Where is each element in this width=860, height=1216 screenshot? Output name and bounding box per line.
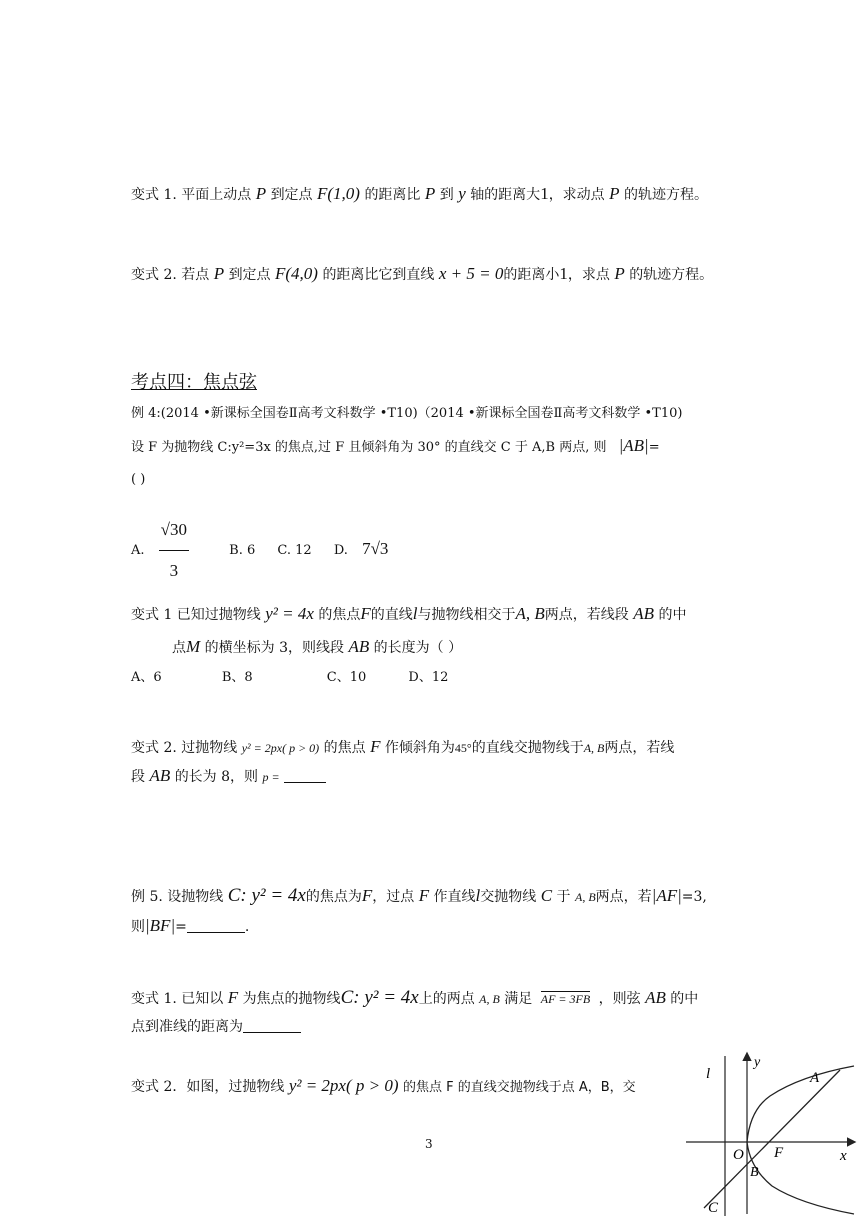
- variant-1-line: [131, 184, 708, 205]
- variant-5-line-2: [131, 1017, 301, 1037]
- math-var: C: [540, 886, 553, 905]
- math-var: y: [458, 184, 466, 203]
- math-abs: |AF|: [651, 886, 682, 905]
- text: 两点，若: [595, 889, 652, 905]
- option-b: B、8: [221, 670, 253, 685]
- math-var: M: [186, 637, 201, 656]
- math-var: p =: [262, 770, 280, 784]
- example-5-line-2: [131, 916, 249, 937]
- option-c: C. 12: [277, 543, 312, 558]
- math-var: AB: [645, 988, 666, 1007]
- text: .: [244, 919, 250, 935]
- math-equation: C: y² = 4x: [227, 885, 306, 906]
- text: 的中: [670, 991, 699, 1007]
- text: 变式 2. 若点: [131, 267, 210, 283]
- text: ，则弦: [598, 991, 641, 1007]
- math-var: A, B: [583, 741, 605, 755]
- parabola-figure: [680, 1048, 860, 1216]
- math-var: F: [360, 604, 371, 623]
- text: 点到准线的距离为: [131, 1019, 243, 1035]
- math-var: F: [361, 886, 373, 905]
- text: 到定点: [228, 267, 271, 283]
- math-var: AB: [149, 766, 171, 785]
- text: 与抛物线相交于: [417, 607, 516, 623]
- text: 的距离小: [503, 267, 560, 283]
- parabola-curve: [747, 1066, 854, 1214]
- text: 到定点: [270, 187, 313, 203]
- math-equation: y² = 2px( p > 0): [288, 1076, 399, 1095]
- text: 变式 1 已知过抛物线: [131, 607, 261, 623]
- example-4-line-1: 例 4:(2014 •新课标全国卷Ⅱ高考文科数学 •T10)（2014 •新课标全国卷Ⅱ高考文科数学 •T10): [131, 406, 683, 421]
- text: 作直线: [433, 889, 476, 905]
- math-point: F(4,0): [275, 264, 318, 283]
- variant-3-line-2: [172, 637, 462, 658]
- page-number: 3: [425, 1137, 433, 1151]
- math-vector-equation: AF = 3FB: [540, 992, 591, 1006]
- math-equation: y² = 4x: [265, 604, 314, 623]
- text: ，求动点: [548, 187, 605, 203]
- variant-2-line: [131, 264, 713, 285]
- option-d-value: 7√3: [362, 539, 389, 558]
- text: 的轨迹方程。: [623, 187, 708, 203]
- text: ，过点: [372, 889, 415, 905]
- label-x: x: [840, 1148, 847, 1164]
- math-var: P: [213, 264, 225, 283]
- text: 的焦点: [318, 607, 361, 623]
- text: 的直线: [370, 607, 413, 623]
- example-4-line-3: ( ): [131, 472, 146, 487]
- math-var: P: [424, 184, 436, 203]
- text: 的直线交抛物线于: [471, 740, 584, 756]
- math-var: AB: [348, 637, 370, 656]
- text: =: [175, 919, 187, 935]
- math-point: F(1,0): [317, 184, 360, 203]
- answer-blank[interactable]: [187, 918, 245, 933]
- variant-4-line-2: [131, 766, 326, 787]
- text: 点: [172, 640, 186, 656]
- text: 的长度为（ ）: [373, 640, 463, 656]
- text: 变式 2. 过抛物线: [131, 740, 238, 756]
- section-heading: 考点四：焦点弦: [131, 372, 257, 393]
- variant-3-line-1: [131, 604, 686, 625]
- text: 的距离比它到直线: [322, 267, 435, 283]
- label-f: F: [774, 1145, 784, 1161]
- math-equation: y² = 2px( p > 0): [241, 741, 320, 755]
- math-var: A, B: [515, 604, 545, 623]
- text: =3,: [681, 889, 707, 905]
- option-b: B. 6: [229, 543, 256, 558]
- variant-5-line-1: [131, 988, 698, 1009]
- math-var: F: [227, 988, 239, 1007]
- text: 两点，若线: [604, 740, 675, 756]
- text: 的轨迹方程。: [629, 267, 714, 283]
- label-a: A: [810, 1070, 820, 1086]
- math-var: l: [412, 604, 418, 623]
- text: 满足: [504, 991, 533, 1007]
- math-var: F: [418, 886, 430, 905]
- text: 作倾斜角为: [384, 740, 455, 756]
- text: 为焦点的抛物线: [242, 991, 341, 1007]
- answer-blank[interactable]: [284, 768, 326, 783]
- math-var: AB: [633, 604, 655, 623]
- text: 到: [439, 187, 454, 203]
- math-num: 1: [540, 184, 549, 203]
- label-y: y: [754, 1055, 761, 1070]
- text: 的横坐标为 3，则线段: [204, 640, 344, 656]
- option-a-fraction: [159, 510, 189, 591]
- text: 的焦点 F 的直线交抛物线于点 A，B，交: [402, 1080, 636, 1095]
- text: 的中: [658, 607, 687, 623]
- option-d-label: D.: [333, 543, 348, 558]
- option-c: C、10: [326, 670, 367, 685]
- math-var: P: [255, 184, 267, 203]
- fraction-numerator: √30: [159, 510, 189, 551]
- text: 例 5. 设抛物线: [131, 889, 224, 905]
- option-d: D、12: [408, 670, 449, 685]
- text: 则: [131, 919, 145, 935]
- text: 的长为 8，则: [174, 769, 259, 785]
- fraction-denominator: 3: [169, 561, 179, 580]
- math-angle: 45°: [454, 741, 472, 755]
- text: =: [648, 440, 660, 455]
- variant-3-options: [131, 668, 448, 688]
- variant-4-line-1: [131, 737, 674, 758]
- text: 上的两点: [418, 991, 475, 1007]
- text: 于: [556, 889, 571, 905]
- label-l: l: [706, 1066, 711, 1082]
- text: 段: [131, 769, 145, 785]
- label-b: B: [750, 1165, 759, 1180]
- text: 轴的距离大: [470, 187, 541, 203]
- math-abs: |AB|: [618, 436, 649, 455]
- math-equation: x + 5 = 0: [438, 264, 504, 283]
- text: 的焦点: [323, 740, 366, 756]
- label-o: O: [733, 1147, 744, 1163]
- math-num: 1: [559, 264, 568, 283]
- math-var: P: [614, 264, 625, 283]
- text: 变式 2．如图，过抛物线: [131, 1079, 285, 1095]
- example-4-options: [131, 510, 388, 591]
- answer-blank[interactable]: [243, 1018, 301, 1033]
- math-var: A, B: [574, 890, 596, 904]
- variant-6-line-1: [131, 1076, 636, 1098]
- text: 两点，若线段: [544, 607, 629, 623]
- text: ，求点: [567, 267, 610, 283]
- math-var: l: [475, 886, 481, 905]
- option-a: A、6: [131, 670, 162, 685]
- math-var: A, B: [479, 992, 500, 1006]
- math-abs: |BF|: [145, 916, 176, 935]
- text: 的距离比: [364, 187, 421, 203]
- text: 变式 1. 已知以: [131, 991, 224, 1007]
- text: 变式 1. 平面上动点: [131, 187, 252, 203]
- text: 的焦点为: [305, 889, 362, 905]
- option-a-label: A.: [131, 543, 145, 558]
- example-5-line-1: [131, 886, 707, 907]
- math-var: P: [609, 184, 620, 203]
- example-4-line-2: [131, 436, 660, 458]
- math-var: F: [370, 737, 381, 756]
- math-equation: C: y² = 4x: [340, 987, 419, 1008]
- label-c: C: [708, 1200, 719, 1216]
- text: 交抛物线: [480, 889, 537, 905]
- text: 设 F 为抛物线 C:y²=3x 的焦点,过 F 且倾斜角为 30° 的直线交 C 于 A,B 两点, 则: [131, 440, 607, 455]
